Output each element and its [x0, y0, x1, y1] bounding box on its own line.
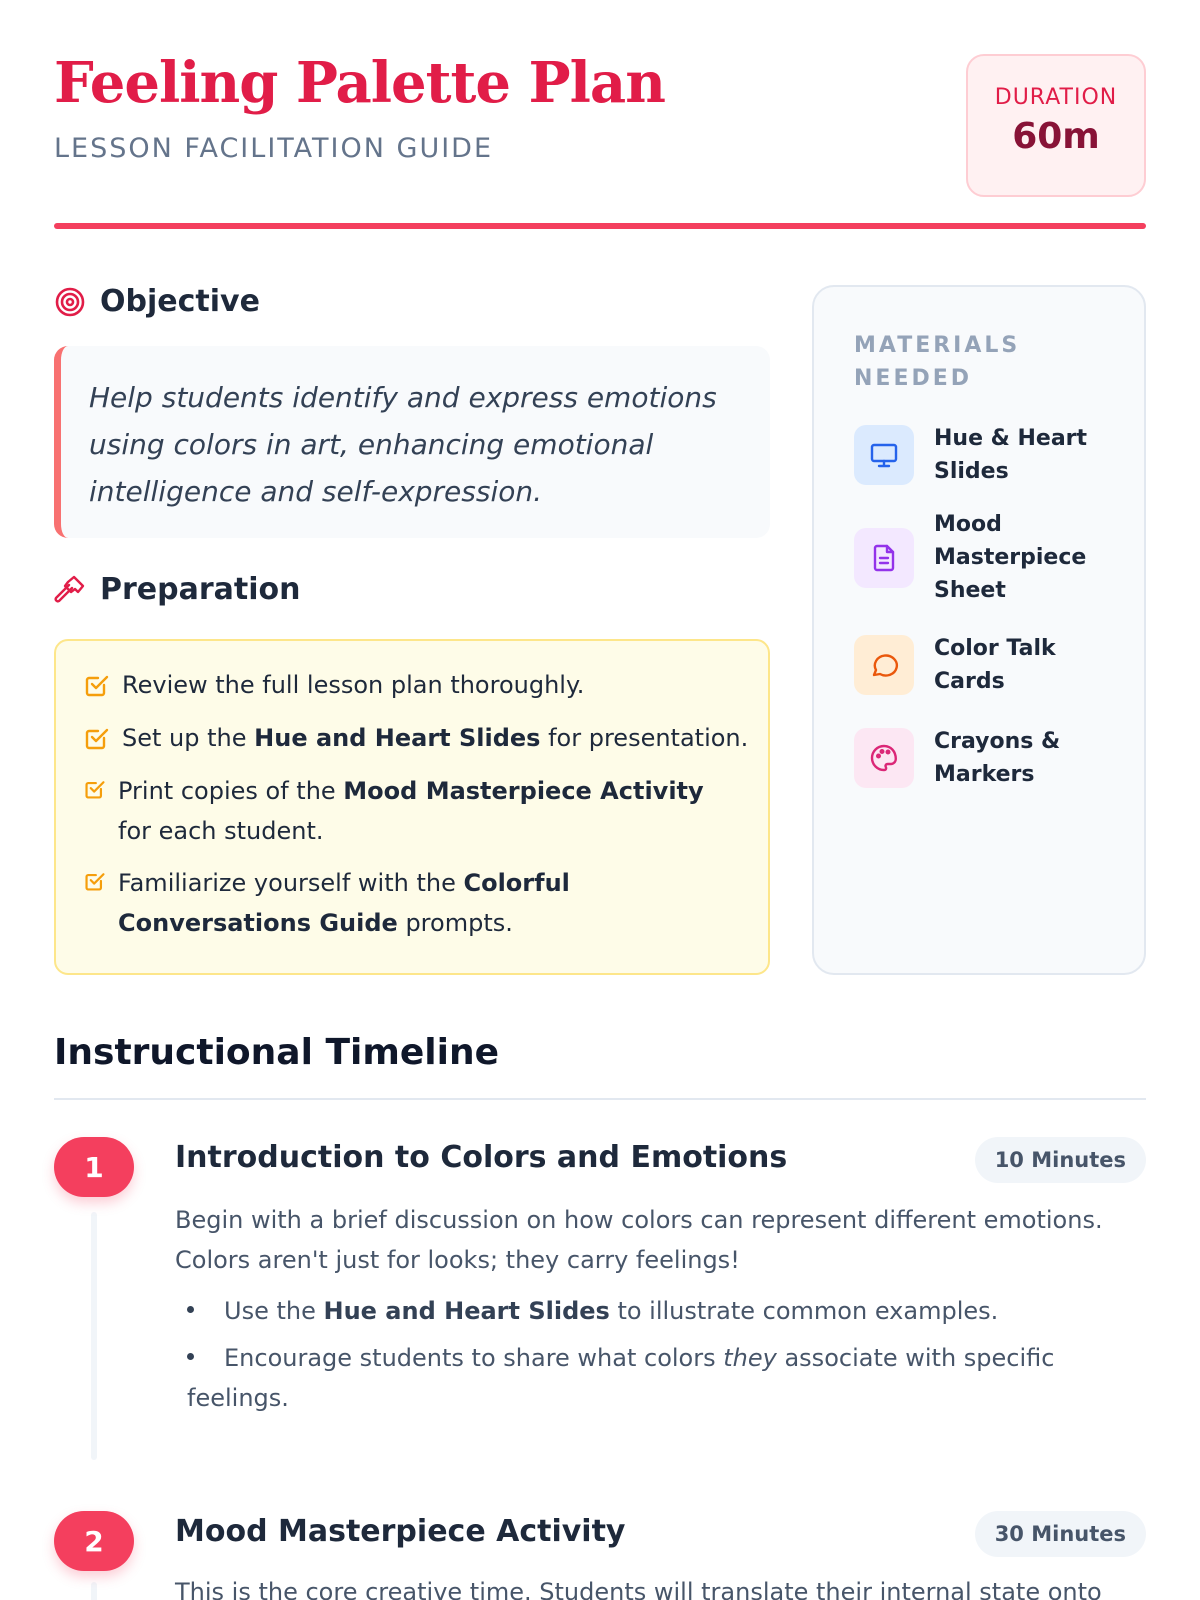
- materials-heading: MATERIALS NEEDED: [854, 333, 1021, 391]
- document-icon: [854, 528, 914, 588]
- bullet-dot: [187, 1353, 194, 1360]
- prep-item: [84, 665, 584, 705]
- objective-heading: [54, 284, 260, 319]
- step-duration-pill: 30 Minutes: [975, 1511, 1146, 1557]
- list-item: Use the Hue and Heart Slides to illustrate common examples.: [175, 1291, 1105, 1331]
- step-number-badge: 1: [54, 1137, 134, 1197]
- prep-item-text: Set up the Hue and Heart Slides for presentation.: [122, 724, 749, 752]
- hammer-icon: [54, 574, 86, 606]
- target-icon: [54, 286, 86, 318]
- duration-label: DURATION: [994, 85, 1118, 110]
- checkbox-checked-icon: [84, 870, 106, 892]
- prep-item-text: Familiarize yourself with the Colorful Conversations Guide prompts.: [118, 869, 570, 937]
- duration-card: [966, 54, 1146, 197]
- checkbox-checked-icon: [84, 778, 106, 800]
- material-item: [854, 508, 1094, 607]
- chat-bubble-icon: [854, 635, 914, 695]
- duration-value: 60m: [1012, 116, 1100, 157]
- step-title: Introduction to Colors and Emotions: [175, 1140, 788, 1175]
- step-bullet-list: [175, 1291, 1105, 1425]
- prep-item: [84, 771, 724, 851]
- palette-icon: [854, 728, 914, 788]
- objective-text: Help students identify and express emotions using colors in art, enhancing emotional intelligence and self-expression.: [89, 381, 717, 508]
- header-divider: [54, 223, 1146, 229]
- objective-box: [54, 346, 770, 538]
- timeline-connector: [91, 1212, 97, 1460]
- preparation-checklist: [54, 639, 770, 975]
- prep-item-text: Print copies of the Mood Masterpiece Activity for each student.: [118, 777, 704, 845]
- material-label: Hue & Heart Slides: [934, 426, 1088, 484]
- lesson-plan-page: [54, 0, 1146, 1600]
- page-title: Feeling Palette Plan: [54, 50, 665, 116]
- objective-heading-text: Objective: [100, 284, 260, 319]
- prep-item: [84, 718, 748, 758]
- timeline-connector: [91, 1582, 97, 1600]
- timeline-divider: [54, 1098, 1146, 1100]
- bullet-dot: [187, 1306, 194, 1313]
- material-label: Color Talk Cards: [934, 636, 1056, 694]
- prep-item-text: Review the full lesson plan thoroughly.: [122, 671, 585, 699]
- step-title: Mood Masterpiece Activity: [175, 1514, 626, 1549]
- prep-item: [84, 863, 644, 943]
- material-item: [854, 632, 1094, 698]
- material-item: [854, 422, 1094, 488]
- step-number-badge: 2: [54, 1511, 134, 1571]
- material-label: Mood Masterpiece Sheet: [934, 512, 1087, 603]
- page-subtitle: LESSON FACILITATION GUIDE: [54, 133, 494, 164]
- monitor-icon: [854, 425, 914, 485]
- checkbox-checked-icon: [84, 725, 110, 751]
- timeline-heading: Instructional Timeline: [54, 1032, 500, 1073]
- checkbox-checked-icon: [84, 672, 110, 698]
- step-description: This is the core creative time. Students will translate their internal state onto: [175, 1578, 1102, 1600]
- step-duration-pill: 10 Minutes: [975, 1137, 1146, 1183]
- material-label: Crayons & Markers: [934, 729, 1061, 787]
- preparation-heading: [54, 572, 300, 607]
- step-description: Begin with a brief discussion on how colors can represent different emotions. Colors aren't just for looks; they carry feelings!: [175, 1206, 1103, 1274]
- preparation-heading-text: Preparation: [100, 572, 301, 607]
- list-item: Encourage students to share what colors they associate with specific feelings.: [187, 1344, 1055, 1412]
- materials-panel: [812, 285, 1146, 975]
- material-item: [854, 725, 1094, 791]
